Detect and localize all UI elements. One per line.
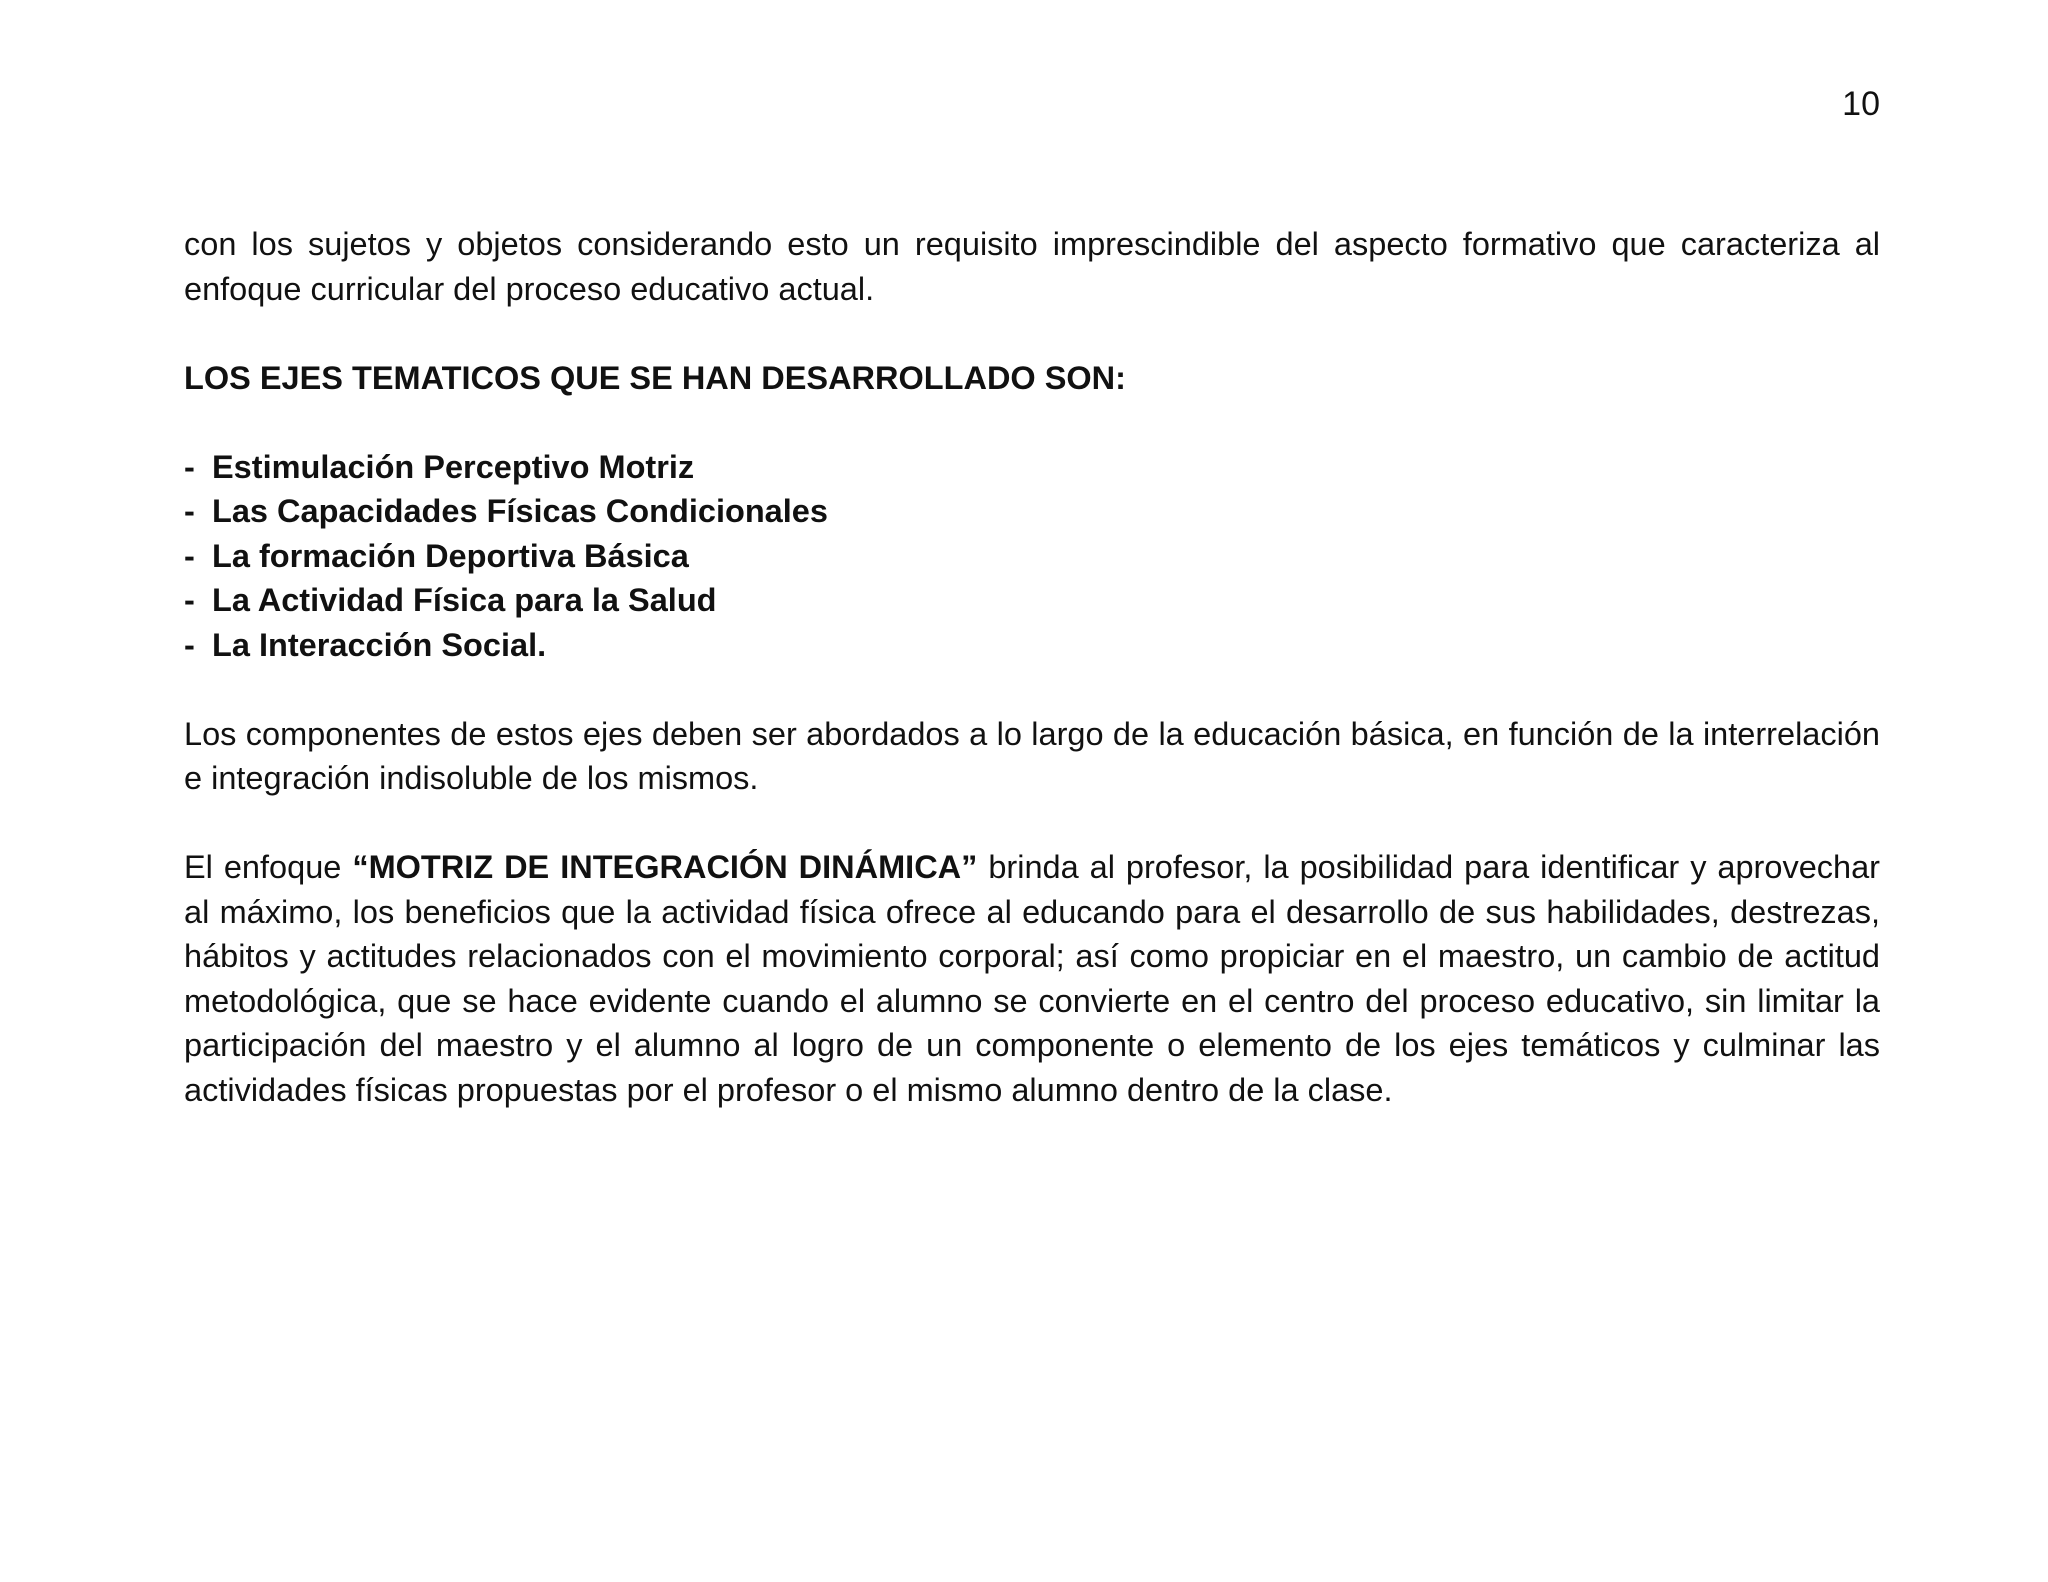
list-item-label: La Actividad Física para la Salud [212,582,717,618]
approach-prefix: El enfoque [184,849,353,885]
list-item-label: Estimulación Perceptivo Motriz [212,448,695,485]
spacer [184,801,1880,846]
bullet-dash: - [184,493,195,529]
page-number: 10 [1842,85,1880,123]
bullet-dash: - [184,448,195,485]
list-item-label: La formación Deportiva Básica [212,537,689,574]
thematic-axes-list [184,445,1880,668]
spacer [184,400,1880,445]
list-item [184,623,1880,668]
bullet-dash: - [184,537,195,574]
bullet-dash: - [184,626,195,663]
approach-paragraph [184,845,1880,1112]
spacer [184,667,1880,712]
document-body [184,222,1880,1112]
bullet-dash: - [184,582,195,618]
list-item [184,445,1880,490]
components-paragraph: Los componentes de estos ejes deben ser abordados a lo largo de la educación básica, en función de la interrelación e integración indisoluble de los mismos. [184,715,1880,796]
spacer [184,311,1880,356]
section-heading: LOS EJES TEMATICOS QUE SE HAN DESARROLLADO SON: [184,359,1126,396]
list-item [184,489,1880,534]
approach-text: brinda al profesor, la posibilidad para identificar y aprovechar al máximo, los beneficios que la actividad física ofrece al educando para el desarrollo de sus habilidades, destrezas, hábitos y actitudes relacionados con el movimiento corporal; así como propiciar en el maestro, un cambio de actitud metodológica, que se hace evidente cuando el alumno se convierte en el centro del proceso educativo, sin limitar la participación del maestro y el alumno al logro de un componente o elemento de los ejes temáticos y culminar las actividades físicas propuestas por el profesor o el mismo alumno dentro de la clase. [184,849,1881,1108]
intro-paragraph: con los sujetos y objetos considerando esto un requisito imprescindible del aspecto formativo que caracteriza al enfoque curricular del proceso educativo actual. [184,226,1880,307]
list-item-label: La Interacción Social. [212,626,547,663]
list-item-label: Las Capacidades Físicas Condicionales [212,493,828,529]
approach-emphasis: “MOTRIZ DE INTEGRACIÓN DINÁMICA” [352,849,978,885]
list-item [184,534,1880,579]
list-item [184,578,1880,623]
